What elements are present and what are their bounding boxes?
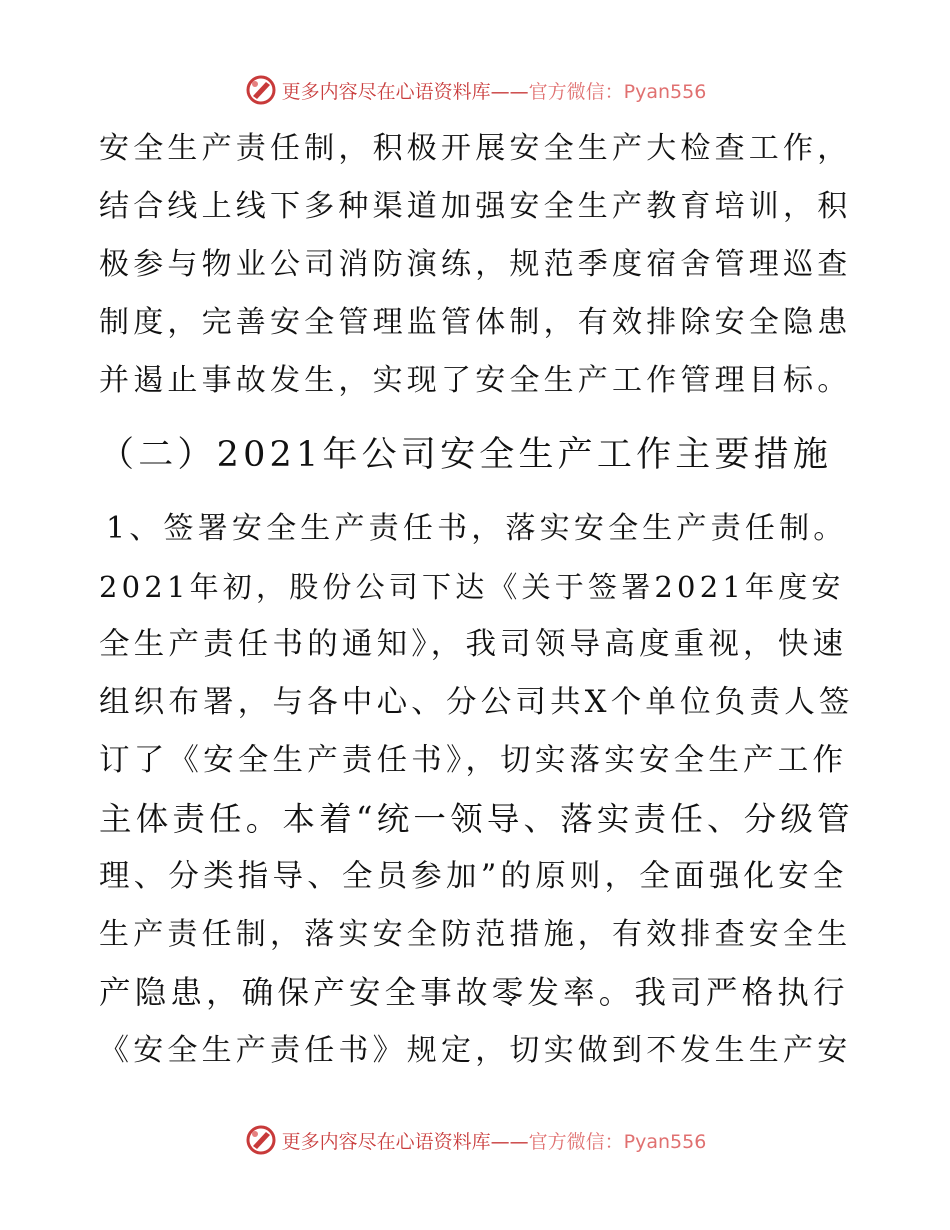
section-heading: （二）2021年公司安全生产工作主要措施	[99, 435, 833, 475]
paragraph-line: 1、签署安全生产责任书，落实安全生产责任制。	[106, 511, 848, 546]
brand-logo-icon	[244, 73, 278, 107]
paragraph-line: 制度，完善安全管理监管体制，有效排除安全隐患	[99, 305, 852, 340]
paragraph-line: 主体责任。本着“统一领导、落实责任、分级管	[99, 800, 854, 838]
paragraph-line: 生产责任制，落实安全防范措施，有效排查安全生	[99, 917, 852, 952]
watermark-banner-top	[0, 70, 950, 110]
paragraph-line: 组织布署，与各中心、分公司共X个单位负责人签	[99, 685, 854, 720]
paragraph-line: 《安全生产责任书》规定，切实做到不发生生产安	[99, 1033, 852, 1068]
watermark-text: 更多内容尽在心语资料库——官方微信：Pyan556	[281, 80, 707, 103]
paragraph-line: 理、分类指导、全员参加”的原则，全面强化安全	[99, 859, 848, 894]
paragraph-line: 结合线上线下多种渠道加强安全生产教育培训，积	[99, 189, 852, 224]
paragraph-line: 订了《安全生产责任书》，切实落实安全生产工作	[99, 743, 848, 778]
paragraph-line: 极参与物业公司消防演练，规范季度宿舍管理巡查	[99, 247, 852, 282]
paragraph-line: 并遏止事故发生，实现了安全生产工作管理目标。	[99, 363, 852, 398]
watermark-text: 更多内容尽在心语资料库——官方微信：Pyan556	[281, 1130, 707, 1153]
paragraph-line: 安全生产责任制，积极开展安全生产大检查工作，	[99, 131, 852, 166]
brand-logo-icon	[244, 1123, 278, 1157]
watermark-banner-bottom	[0, 1120, 950, 1160]
paragraph-line: 产隐患，确保产安全事故零发率。我司严格执行	[99, 975, 849, 1011]
paragraph-line: 2021年初，股份公司下达《关于签署2021年度安	[99, 570, 845, 604]
paragraph-line: 全生产责任书的通知》，我司领导高度重视，快速	[99, 627, 848, 662]
